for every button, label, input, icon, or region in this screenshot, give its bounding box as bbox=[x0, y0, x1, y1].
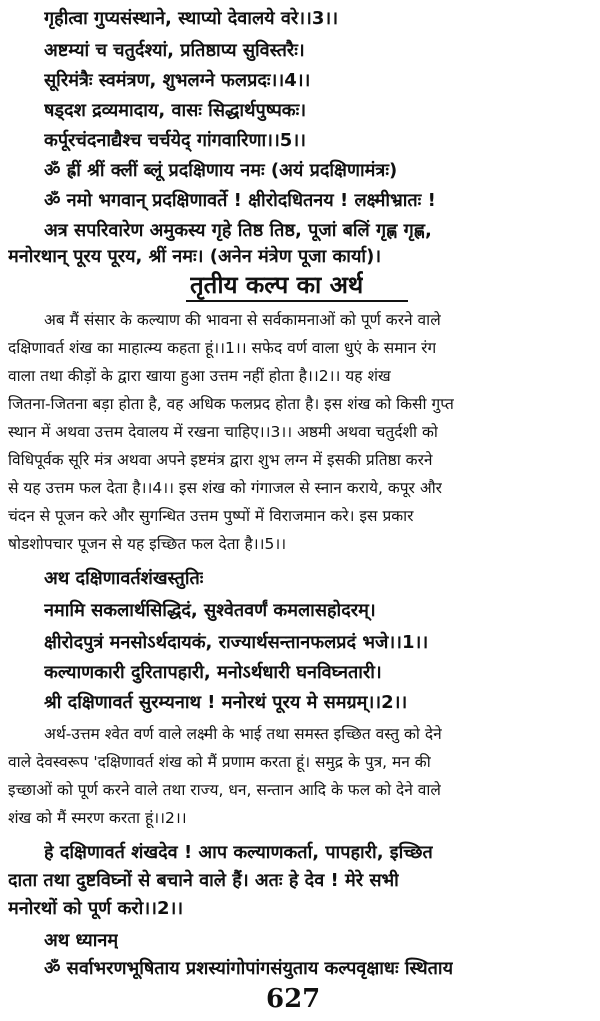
paragraph-line-9: षोडशोपचार पूजन से यह इच्छित फल देता है।।5।। bbox=[8, 535, 287, 553]
verse-line-7: ॐ नमो भगवान् प्रदक्षिणावर्ते ! क्षीरोदधितनय ! लक्ष्मीभ्रातः ! bbox=[44, 190, 436, 211]
paragraph-line-3: वाला तथा कीड़ों के द्वारा खाया हुआ उत्तम नहीं होता है।।2।। यह शंख bbox=[8, 367, 391, 385]
meaning-line-4: शंख को मैं स्मरण करता हूं।।2।। bbox=[8, 809, 187, 827]
paragraph-line-5: स्थान में अथवा उत्तम देवालय में रखना चाहिए।।3।। अष्ठमी अथवा चतुर्दशी को bbox=[8, 423, 438, 441]
verse-line-2: अष्टम्यां च चतुर्दश्यां, प्रतिष्ठाप्य सुविस्तरैः। bbox=[44, 40, 305, 61]
verse-line-3: सूरिमंत्रैः स्वमंत्रण, शुभलग्ने फलप्रदः।।4।। bbox=[44, 70, 311, 91]
paragraph-line-8: चंदन से पूजन करे और सुगन्धित उत्तम पुष्पों में विराजमान करे। इस प्रकार bbox=[8, 507, 414, 525]
meaning-line-3: इच्छाओं को पूर्ण करने वाले तथा राज्य, धन, सन्तान आदि के फल को देने वाले bbox=[8, 781, 441, 799]
prayer-line-1: हे दक्षिणावर्त शंखदेव ! आप कल्याणकर्ता, पापहारी, इच्छित bbox=[44, 842, 433, 863]
stuti-title: अथ दक्षिणावर्तशंखस्तुतिः bbox=[44, 568, 204, 589]
verse-line-8: अत्र सपरिवारेण अमुकस्य गृहे तिष्ठ तिष्ठ, पूजां बलिं गृह्ण गृह्ण, bbox=[44, 220, 432, 241]
dhyanam-line-1: ॐ सर्वाभरणभूषिताय प्रशस्यांगोपांगसंयुताय कल्पवृक्षाधः स्थिताय bbox=[44, 958, 454, 979]
paragraph-line-1: अब मैं संसार के कल्याण की भावना से सर्वकामनाओं को पूर्ण करने वाले bbox=[44, 311, 441, 329]
verse-line-5: कर्पूरचंदनाद्यैश्च चर्चयेद् गांगवारिणा।।5।। bbox=[44, 130, 306, 151]
verse-line-6: ॐ ह्रीं श्रीं क्लीं ब्लूं प्रदक्षिणाय नमः (अयं प्रदक्षिणामंत्रः) bbox=[44, 160, 398, 181]
meaning-line-1: अर्थ-उत्तम श्वेत वर्ण वाले लक्ष्मी के भाई तथा समस्त इच्छित वस्तु को देने bbox=[44, 725, 442, 743]
verse-line-1: गृहीत्वा गुप्यसंस्थाने, स्थाप्यो देवालये वरे।।3।। bbox=[44, 8, 339, 29]
stuti-line-4: श्री दक्षिणावर्त सुरम्यनाथ ! मनोरथं पूरय मे समग्रम्।।2।। bbox=[44, 692, 408, 713]
verse-line-9: मनोरथान् पूरय पूरय, श्रीं नमः। (अनेन मंत्रेण पूजा कार्या)। bbox=[8, 246, 382, 267]
verse-line-4: षड्दश द्रव्यमादाय, वासः सिद्धार्थपुष्पकः। bbox=[44, 100, 307, 121]
section-heading: तृतीय कल्प का अर्थ bbox=[190, 271, 364, 299]
page-number: 627 bbox=[266, 984, 321, 1014]
paragraph-line-6: विधिपूर्वक सूरि मंत्र अथवा अपने इष्टमंत्र द्वारा शुभ लग्न में इसकी प्रतिष्ठा करने bbox=[8, 451, 433, 469]
paragraph-line-4: जितना-जितना बड़ा होता है, वह अधिक फलप्रद होता है। इस शंख को किसी गुप्त bbox=[8, 395, 454, 413]
heading-underline bbox=[186, 300, 408, 302]
paragraph-line-2: दक्षिणावर्त शंख का माहात्म्य कहता हूं।।1।। सफेद वर्ण वाला धुएं के समान रंग bbox=[8, 339, 437, 357]
dhyanam-title: अथ ध्यानम् bbox=[44, 930, 119, 951]
stuti-line-1: नमामि सकलार्थसिद्धिदं, सुश्वेतवर्णं कमलासहोदरम्। bbox=[44, 600, 376, 621]
stuti-line-2: क्षीरोदपुत्रं मनसोऽर्थदायकं, राज्यार्थसन्तानफलप्रदं भजे।।1।। bbox=[44, 632, 429, 653]
stuti-line-3: कल्याणकारी दुरितापहारी, मनोऽर्थधारी घनविघ्नतारी। bbox=[44, 662, 382, 683]
prayer-line-2: दाता तथा दुष्टविघ्नों से बचाने वाले हैं। अतः हे देव ! मेरे सभी bbox=[8, 870, 399, 891]
paragraph-line-7: से यह उत्तम फल देता है।।4।। इस शंख को गंगाजल से स्नान कराये, कपूर और bbox=[8, 479, 443, 497]
meaning-line-2: वाले देवस्वरूप 'दक्षिणावर्त शंख को मैं प्रणाम करता हूं। समुद्र के पुत्र, मन की bbox=[8, 753, 431, 771]
prayer-line-3: मनोरथों को पूर्ण करो।।2।। bbox=[8, 898, 184, 919]
